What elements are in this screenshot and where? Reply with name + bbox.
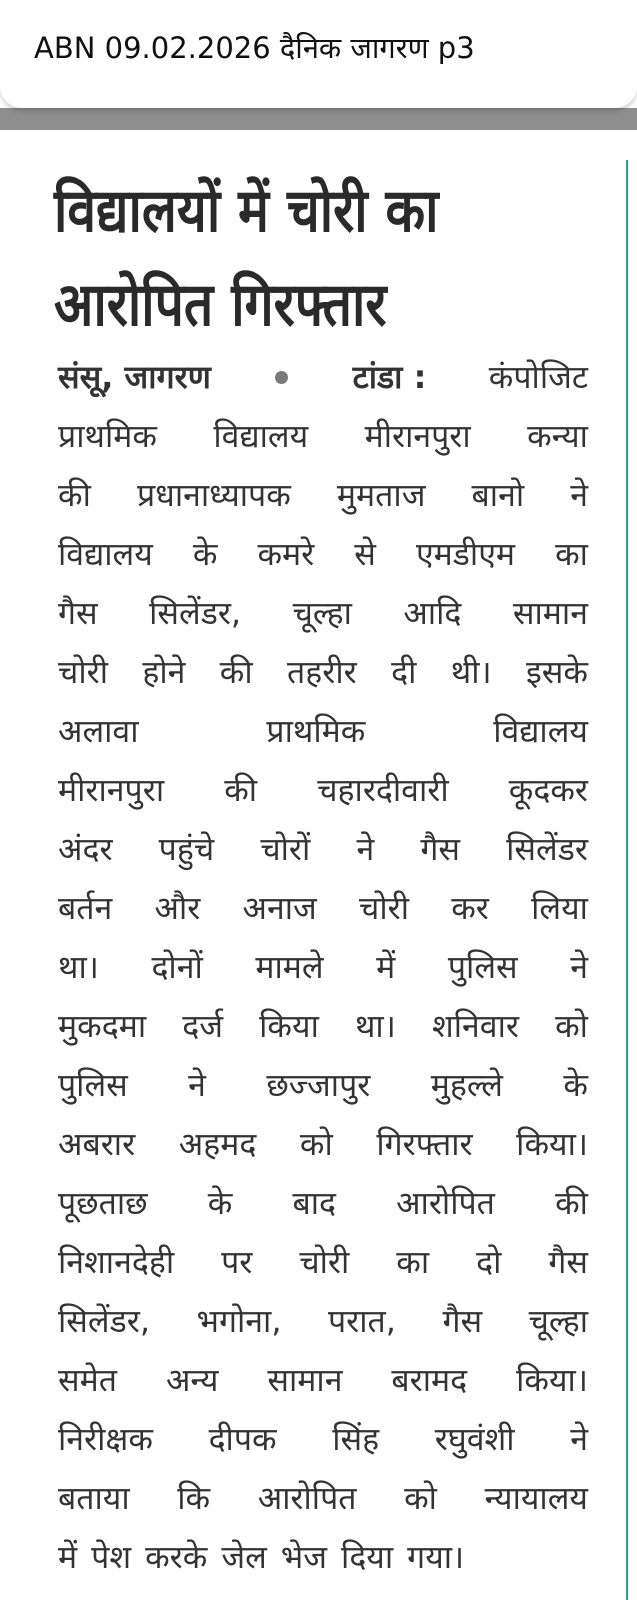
body-word: प्राथमिक [58, 417, 157, 455]
body-line [58, 407, 588, 466]
body-word: आदि [403, 594, 462, 632]
body-word: का [555, 535, 588, 573]
body-word: दी [391, 653, 417, 691]
body-word: अबरार [58, 1125, 136, 1163]
body-line [58, 1410, 588, 1469]
body-word: भेज [280, 1538, 328, 1576]
body-word: अन्य [165, 1361, 219, 1399]
body-word: चोरी [58, 653, 108, 691]
body-word: तहरीर [287, 653, 357, 691]
body-word: बानो [471, 476, 525, 514]
body-word: की [224, 771, 258, 809]
body-line [58, 1233, 588, 1292]
body-word: अनाज [242, 889, 317, 927]
bullet-dot [275, 371, 288, 384]
body-word: था। [354, 1007, 396, 1045]
body-word: कि [177, 1479, 211, 1517]
body-word: कूदकर [508, 771, 588, 809]
body-word: की [219, 653, 253, 691]
body-word: दोनों [151, 948, 203, 986]
body-word: को [299, 1125, 333, 1163]
body-word: विद्यालय [58, 535, 153, 573]
body-word: चूल्हा [528, 1302, 588, 1340]
body-word: में [58, 1538, 78, 1576]
body-word: विद्यालय [213, 417, 309, 455]
body-word: मुकदमा [58, 1007, 147, 1045]
body-word: विद्यालय [493, 712, 588, 750]
body-word: कमरे [257, 535, 315, 573]
body-line [58, 997, 588, 1056]
body-word: किया। [516, 1361, 588, 1399]
body-word: में [376, 948, 396, 986]
body-line [58, 1115, 588, 1174]
body-word: थी। [450, 653, 492, 691]
body-word: दर्ज [182, 1007, 224, 1045]
body-word: पर [221, 1243, 253, 1281]
body-word: अंदर [58, 830, 113, 868]
body-word: सिलेंडर [506, 830, 588, 868]
headline-line-2: आरोपित गिरफ्तार [54, 270, 387, 340]
body-line [58, 584, 588, 643]
body-word: बताया [58, 1479, 130, 1517]
body-word: इसके [526, 653, 588, 691]
newspaper-clipping [0, 130, 637, 1600]
body-word: बाद [292, 1184, 336, 1222]
body-word: के [563, 1066, 588, 1104]
body-word: गया। [407, 1538, 465, 1576]
body-line [58, 1469, 588, 1528]
body-line [58, 1528, 588, 1587]
body-word: था। [58, 948, 99, 986]
body-word: सिलेंडर, [149, 594, 242, 632]
dateline-row [58, 348, 588, 407]
top-band [0, 108, 637, 130]
body-word: दीपक [208, 1420, 277, 1458]
body-word: गैस [548, 1243, 588, 1281]
body-word: पेश [91, 1538, 132, 1576]
body-word: किया [259, 1007, 319, 1045]
body-word: गिरफ्तार [376, 1125, 473, 1163]
body-word: बरामद [391, 1361, 468, 1399]
body-word: की [555, 1184, 588, 1222]
body-word: का [396, 1243, 430, 1281]
body-word: पूछताछ [58, 1184, 148, 1222]
body-line [58, 1174, 588, 1233]
body-line [58, 466, 588, 525]
body-word: किया। [516, 1125, 588, 1163]
body-word: ने [570, 948, 588, 986]
body-line [58, 1292, 588, 1351]
body-word: मीरानपुरा [364, 417, 471, 455]
body-word: रघुवंशी [434, 1420, 515, 1458]
body-word: न्यायालय [484, 1479, 588, 1517]
body-lines [58, 407, 588, 1587]
body-word: प्रधानाध्यापक [136, 476, 291, 514]
body-word: चोरों [260, 830, 311, 868]
body-word: से [354, 535, 376, 573]
body-word: छज्जापुर [266, 1066, 371, 1104]
body-word: अलावा [58, 712, 139, 750]
body-word: को [555, 1007, 588, 1045]
body-word: समेत [58, 1361, 118, 1399]
body-word: लिया [531, 889, 588, 927]
body-word: होने [142, 653, 186, 691]
body-word: ने [188, 1066, 206, 1104]
body-word: गैस [442, 1302, 483, 1340]
body-word: गैस [58, 594, 98, 632]
body-word: पुलिस [447, 948, 518, 986]
body-word: चहारदीवारी [317, 771, 449, 809]
body-word: चोरी [359, 889, 409, 927]
body-word: चूल्हा [292, 594, 352, 632]
dateline-place: टांडा : [352, 358, 427, 396]
body-line [58, 702, 588, 761]
body-word: सिलेंडर, [58, 1302, 150, 1340]
body-word: गैस [420, 830, 460, 868]
body-word: मुमताज [336, 476, 426, 514]
body-word: परात, [328, 1302, 396, 1340]
body-word: जेल [221, 1538, 267, 1576]
article-body [58, 348, 588, 1587]
dateline-reporter: संसू, जागरण [58, 358, 211, 396]
body-word: की [58, 476, 91, 514]
body-word: पुलिस [58, 1066, 128, 1104]
body-word: के [192, 535, 218, 573]
body-word: ने [356, 830, 375, 868]
body-word: बर्तन [58, 889, 113, 927]
body-word: ने [570, 1420, 588, 1458]
body-word: निशानदेही [58, 1243, 175, 1281]
body-line-first: कंपोजिट [488, 358, 588, 396]
body-word: चोरी [299, 1243, 350, 1281]
body-word: दिया [341, 1538, 394, 1576]
body-word: आरोपित [257, 1479, 357, 1517]
body-word: एमडीएम [415, 535, 516, 573]
body-line [58, 1351, 588, 1410]
body-line [58, 820, 588, 879]
body-word: करके [145, 1538, 208, 1576]
caption-text: ABN 09.02.2026 दैनिक जागरण p3 [34, 31, 475, 65]
body-word: मामले [255, 948, 324, 986]
body-word: को [404, 1479, 437, 1517]
body-word: भगोना, [196, 1302, 282, 1340]
body-line [58, 643, 588, 702]
body-word: प्राथमिक [266, 712, 366, 750]
caption-bar [0, 0, 637, 108]
body-line [58, 525, 588, 584]
body-word: निरीक्षक [58, 1420, 153, 1458]
body-word: कन्या [527, 417, 588, 455]
article-headline [54, 164, 536, 352]
body-word: कर [451, 889, 489, 927]
body-word: आरोपित [396, 1184, 495, 1222]
column-rule [626, 160, 628, 1600]
body-word: मीरानपुरा [58, 771, 165, 809]
body-word: दो [476, 1243, 502, 1281]
body-line [58, 761, 588, 820]
body-word: मुहल्ले [430, 1066, 503, 1104]
body-word: शनिवार [431, 1007, 519, 1045]
body-word: अहमद [178, 1125, 257, 1163]
body-word: पहुंचे [158, 830, 215, 868]
body-line [58, 879, 588, 938]
body-word: ने [570, 476, 588, 514]
headline-line-1: विद्यालयों में चोरी का [54, 176, 439, 246]
body-word: सामान [512, 594, 588, 632]
body-word: सिंह [332, 1420, 380, 1458]
body-word: के [207, 1184, 233, 1222]
body-line [58, 1056, 588, 1115]
body-word: और [154, 889, 201, 927]
body-line [58, 938, 588, 997]
body-word: सामान [267, 1361, 343, 1399]
